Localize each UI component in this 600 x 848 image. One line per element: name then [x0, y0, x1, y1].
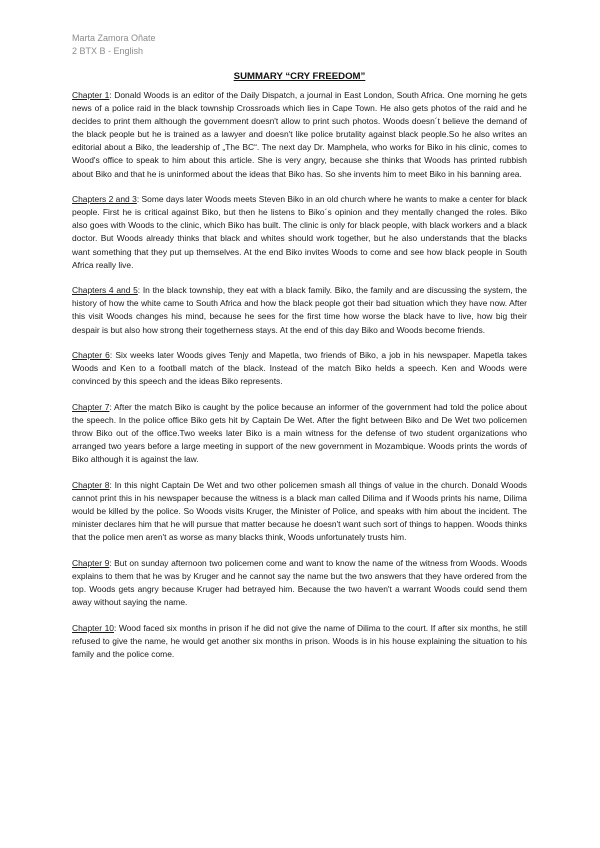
chapter-label: Chapter 1 — [72, 90, 110, 100]
chapter-text: : In the black township, they eat with a black family. Biko, the family and are discussing the system, the history of how the white came to South Africa and how the black people got their bad situation which they have now. After this visit Woods changes his mind, because he sees for the first time how worse the black have to live, how big their despair is but also how strong their togetherness stays. At the end of this day Biko and Woods become friends. — [72, 285, 528, 335]
chapter-label: Chapter 7 — [72, 401, 110, 412]
chapter-label: Chapters 4 and 5 — [72, 285, 138, 296]
chapter-text: : But on sunday afternoon two policemen come and want to know the name of the witness from Woods. Woods explains to them that he was by Kruger and he cannot say the name but the two answers that they have ordered from the top. Woods gets angry because Kruger had betrayed him. Because the two haven't a warrant Woods could send them away without saying the name. — [72, 557, 527, 608]
chapter-text: : Some days later Woods meets Steven Biko in an old church where he wants to make a center for black people. First he is critical against Biko, but then he listens to Biko´s opinion and they mentally changed the roles. Biko also goes with Woods to the clinic, which Biko has built. The clinic is only for black people, with black workers and a black doctor. But Woods already thinks that black and whites should work together, but he also understands that the blacks want something that they put up themselves. At the end Biko invites Woods to come and see how black people in South Africa really live. — [72, 194, 527, 270]
chapter-text: : After the match Biko is caught by the police because an informer of the government had told the police about the speech. In the police office Biko gets hit by Captain De Wet. After the fight between Biko and De Wet two policemen throw Biko out of the office.Two weeks later Biko is a main witness for the defense of two student organizations who arranged two years before a large meeting in support of the new government in Mozambique. Woods prints the words of Biko although it is against the law. — [72, 401, 527, 465]
chapter-text: : In this night Captain De Wet and two other policemen smash all things of value in the church. Donald Woods cannot print this in his newspaper because the witness is a black man called Dilima and if Woods prints his name, Dilima would be killed by the police. So Woods visits Kruger, the Minister of Police, and speaks with him about the incident. The minister declares him that he will pursue that matter because he doesn't want such sort of things to happen. Woods thinks that the police men aren't as worse as many blacks think, Woods unfortunately trusts him. — [72, 479, 527, 543]
chapter-paragraph-9 — [72, 557, 527, 609]
chapter-paragraph-2-3 — [72, 193, 527, 272]
chapter-label: Chapter 9 — [72, 557, 110, 568]
chapter-text: : Six weeks later Woods gives Tenjy and Mapetla, two friends of Biko, a job in his newspaper. Mapetla takes Woods and Ken to a football match of the black. Instead of the match Biko helds a speech. Ken and Woods were convinced by this speech and the ideas Biko represents. — [72, 350, 527, 387]
chapter-paragraph-7 — [72, 401, 527, 466]
header — [72, 32, 156, 58]
class-label: 2 BTX B - English — [72, 46, 144, 56]
chapter-label: Chapter 6 — [72, 350, 110, 361]
chapter-label: Chapters 2 and 3 — [72, 194, 137, 205]
document-title: SUMMARY “CRY FREEDOM” — [233, 71, 366, 82]
chapter-paragraph-1 — [72, 89, 527, 181]
summary-body — [72, 89, 527, 673]
chapter-paragraph-8 — [72, 479, 527, 544]
chapter-text: : Donald Woods is an editor of the Daily Dispatch, a journal in East London, South Africa. One morning he gets news of a police raid in the black township Crossroads which lies in Cape Town. He also gets photos of the raid and he decides to print them although the government doesn't allow to print such photos. Woods doesn´t believe the demand of the black people but he is trained as a lawyer and doesn't like police brutality against black people.So he also writes an editorial about a Biko, the leadership of „The BC“. The next day Dr. Mamphela, who works for Biko in his clinic, comes to Wood's office to speak to him about this article. She is very angry, because she thinks that Woods has printed rubbish about Biko and that he is uninformed about the ideas that Biko has. So she invents him to meet Biko in his banning area. — [72, 90, 527, 179]
chapter-paragraph-10 — [72, 622, 527, 661]
chapter-paragraph-4-5 — [72, 284, 527, 336]
chapter-label: Chapter 10 — [72, 622, 114, 633]
chapter-paragraph-6 — [72, 349, 527, 388]
chapter-label: Chapter 8 — [72, 479, 110, 490]
author-name: Marta Zamora Oñate — [72, 33, 156, 43]
chapter-text: : Wood faced six months in prison if he did not give the name of Dilima to the court. If after six months, he still refused to give the name, he would get another six months in prison. Woods is in his house explaining the situation to his family and the police come. — [72, 622, 527, 659]
